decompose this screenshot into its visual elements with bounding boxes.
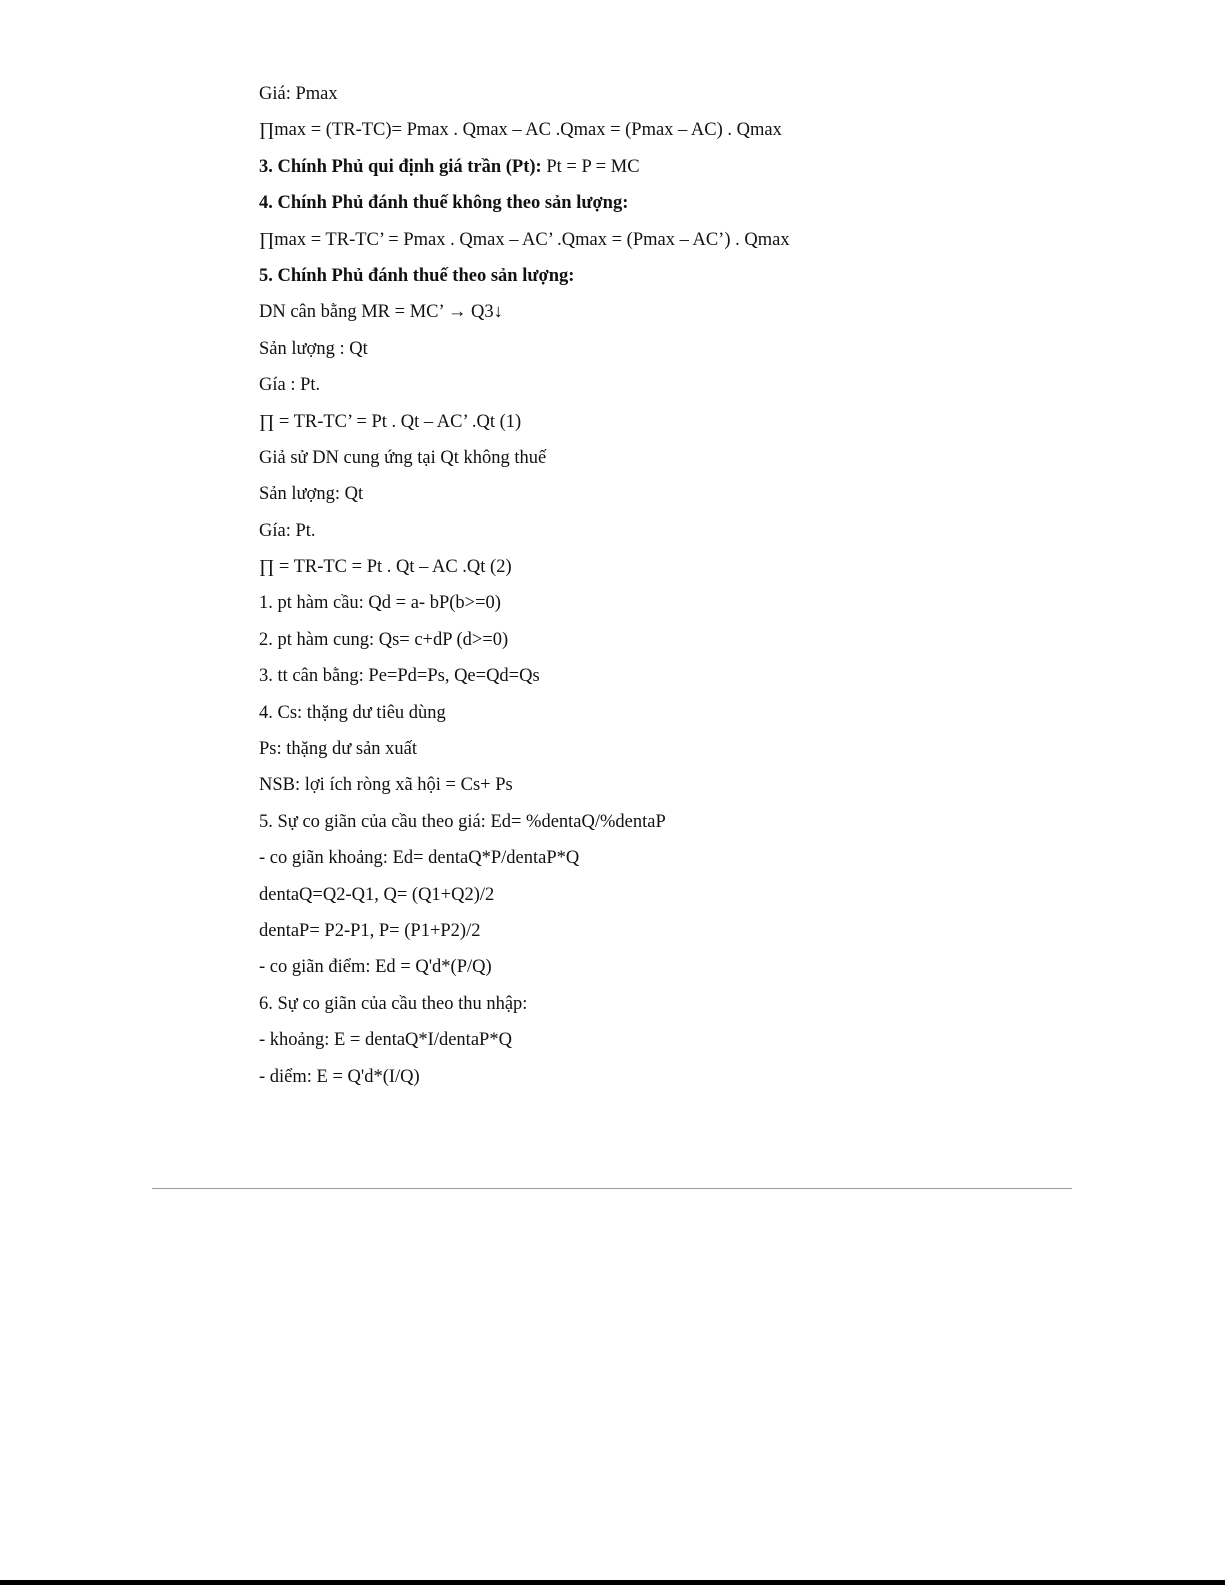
body-text: dentaQ=Q2-Q1, Q= (Q1+Q2)/2	[259, 884, 495, 905]
text-line	[259, 775, 1119, 796]
text-line	[259, 885, 1119, 906]
bottom-border	[0, 1580, 1225, 1585]
body-text: ∏max = (TR-TC)= Pmax . Qmax – AC .Qmax = (Pmax – AC) . Qmax	[259, 120, 782, 141]
document-body	[259, 84, 1119, 1103]
text-line	[259, 193, 1119, 214]
body-text: 6. Sự co giãn của cầu theo thu nhập:	[259, 993, 528, 1014]
text-line	[259, 994, 1119, 1015]
body-text: - khoảng: E = dentaQ*I/dentaP*Q	[259, 1030, 512, 1051]
body-text: NSB: lợi ích ròng xã hội = Cs+ Ps	[259, 775, 513, 796]
text-line	[259, 630, 1119, 651]
text-line	[259, 739, 1119, 760]
text-line	[259, 157, 1119, 178]
body-text: Gía : Pt.	[259, 375, 321, 396]
bold-heading-text: 3. Chính Phủ qui định giá trần (Pt):	[259, 156, 542, 177]
text-line	[259, 120, 1119, 141]
body-text: ∏max = TR-TC’ = Pmax . Qmax – AC’ .Qmax = (Pmax – AC’) . Qmax	[259, 229, 790, 250]
body-text: 3. tt cân bằng: Pe=Pd=Ps, Qe=Qd=Qs	[259, 666, 540, 687]
text-line	[259, 302, 1119, 323]
body-text: ∏ = TR-TC’ = Pt . Qt – AC’ .Qt (1)	[259, 411, 522, 432]
text-line	[259, 448, 1119, 469]
text-line	[259, 484, 1119, 505]
body-text: Ps: thặng dư sản xuất	[259, 739, 418, 760]
text-line	[259, 84, 1119, 105]
body-text: Gía: Pt.	[259, 520, 316, 541]
bold-heading-text: 4. Chính Phủ đánh thuế không theo sản lượng:	[259, 193, 629, 214]
body-text: 1. pt hàm cầu: Qd = a- bP(b>=0)	[259, 593, 501, 614]
body-text: dentaP= P2-P1, P= (P1+P2)/2	[259, 920, 481, 941]
body-text: - co giãn khoảng: Ed= dentaQ*P/dentaP*Q	[259, 848, 580, 869]
body-text: - diểm: E = Q'd*(I/Q)	[259, 1066, 420, 1087]
body-text: Pt = P = MC	[541, 156, 640, 177]
text-line	[259, 557, 1119, 578]
text-line	[259, 1067, 1119, 1088]
text-line	[259, 412, 1119, 433]
body-text: Sản lượng : Qt	[259, 338, 368, 359]
text-line	[259, 230, 1119, 251]
text-line	[259, 957, 1119, 978]
text-line	[259, 703, 1119, 724]
text-line	[259, 921, 1119, 942]
body-text: Giả sử DN cung ứng tại Qt không thuế	[259, 447, 547, 468]
body-text: - co giãn điểm: Ed = Q'd*(P/Q)	[259, 957, 492, 978]
text-line	[259, 521, 1119, 542]
bold-heading-text: 5. Chính Phủ đánh thuế theo sản lượng:	[259, 265, 575, 286]
text-line	[259, 375, 1119, 396]
body-text: Giá: Pmax	[259, 84, 338, 104]
body-text: Sản lượng: Qt	[259, 484, 364, 505]
text-line	[259, 848, 1119, 869]
body-text: DN cân bằng MR = MC’ → Q3↓	[259, 302, 503, 323]
text-line	[259, 812, 1119, 833]
text-line	[259, 266, 1119, 287]
text-line	[259, 666, 1119, 687]
body-text: ∏ = TR-TC = Pt . Qt – AC .Qt (2)	[259, 557, 512, 578]
text-line	[259, 1030, 1119, 1051]
body-text: 4. Cs: thặng dư tiêu dùng	[259, 702, 446, 723]
page-divider	[152, 1188, 1072, 1189]
body-text: 2. pt hàm cung: Qs= c+dP (d>=0)	[259, 629, 509, 650]
text-line	[259, 339, 1119, 360]
text-line	[259, 593, 1119, 614]
body-text: 5. Sự co giãn của cầu theo giá: Ed= %dentaQ/%dentaP	[259, 811, 666, 832]
